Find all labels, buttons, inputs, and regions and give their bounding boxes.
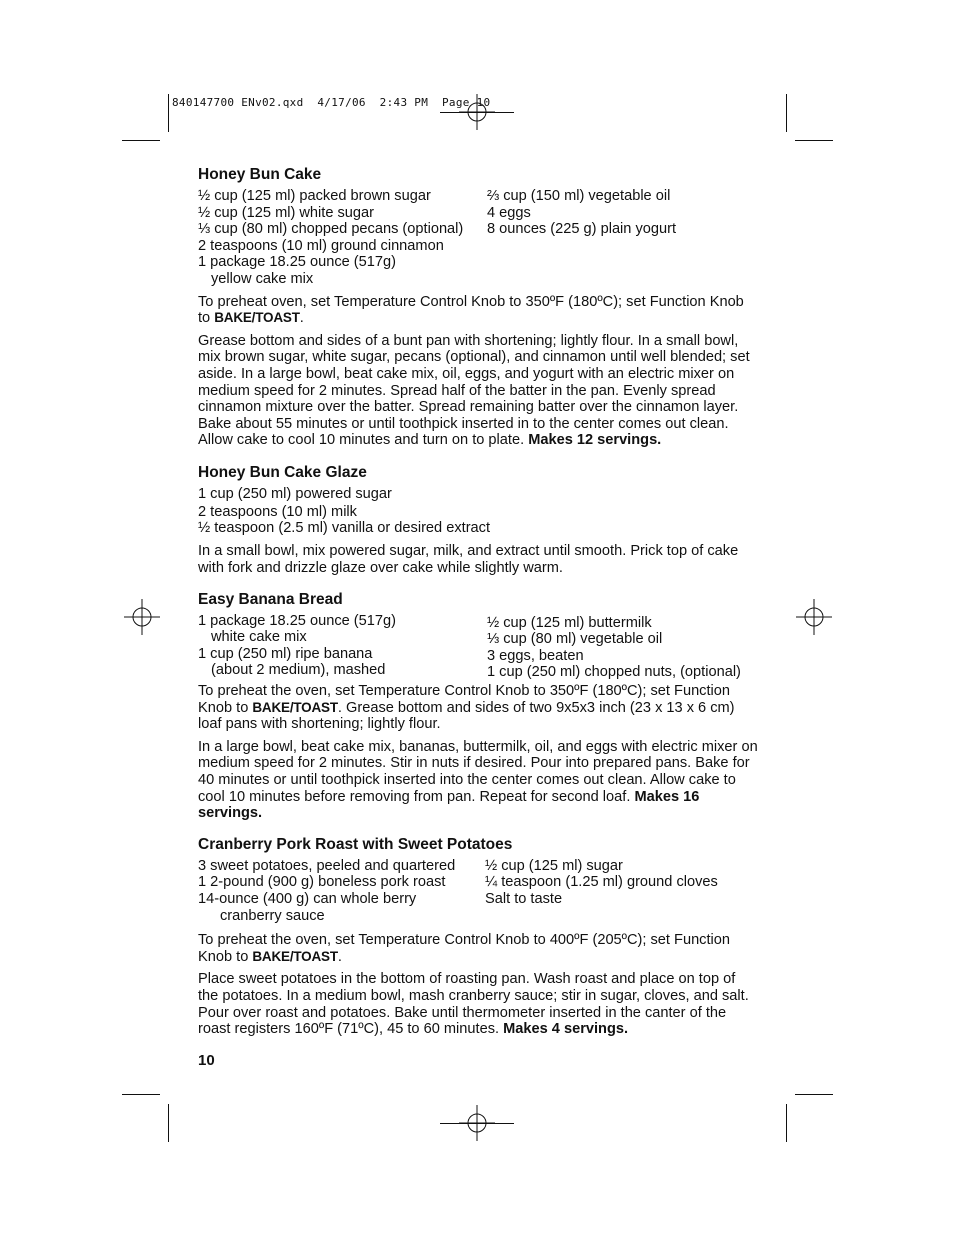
preheat-instructions [198, 932, 758, 965]
directions-text: In a large bowl, beat cake mix, bananas, buttermilk, oil, and eggs with electric mixer on medium speed for 2 minutes. Stir in nuts if desired. Pour into prepared pans. Bake for 40 minutes or until toothpick inserted into the center comes out clean. Allow cake to cool 10 minutes before removing from pan. Repeat for second loaf. [198, 738, 758, 805]
ingredient: Salt to taste [485, 891, 563, 907]
ingredient: 4 eggs [487, 204, 531, 221]
recipe-page-content [198, 166, 758, 1038]
ingredients-right [487, 188, 758, 288]
ingredient: ⅓ cup (80 ml) chopped pecans (optional) [198, 221, 464, 238]
crop-mark-top-right-v [786, 94, 787, 132]
ingredient: 1 2-pound (900 g) boneless pork roast [198, 874, 446, 891]
servings: Makes 16 servings. [198, 788, 700, 822]
recipe-title: Cranberry Pork Roast with Sweet Potatoes [198, 835, 513, 853]
preheat-instructions [198, 683, 758, 733]
ingredient-continued: cranberry sauce [220, 907, 325, 924]
preheat-text-end: . Grease bottom and sides of two 9x5x3 inch (23 x 13 x 6 cm) loaf pans with shortening; lightly flour. [198, 699, 735, 733]
preheat-text: To preheat the oven, set Temperature Control Knob to 350ºF (180ºC); set Function Knob to [198, 683, 731, 716]
ingredient: ½ teaspoon (2.5 ml) vanilla or desired extract [198, 520, 491, 537]
crop-mark-top-right-h [795, 140, 833, 141]
ingredient: ½ cup (125 ml) packed brown sugar [198, 188, 431, 204]
print-slug: 840147700 ENv02.qxd 4/17/06 2:43 PM Page 10 [172, 96, 491, 109]
crop-mark-bottom-right-h [795, 1094, 833, 1095]
preheat-instructions [198, 294, 758, 327]
registration-mark-left-icon [124, 599, 160, 635]
ingredient: ⅓ cup (80 ml) vegetable oil [487, 631, 663, 648]
directions [198, 333, 758, 449]
function-knob-setting: BAKE/TOAST [214, 310, 300, 326]
registration-mark-right-icon [796, 599, 832, 635]
ingredients-left [198, 188, 487, 288]
ingredient: 8 ounces (225 g) plain yogurt [487, 221, 677, 238]
ingredient: 3 sweet potatoes, peeled and quartered [198, 857, 456, 874]
directions [198, 971, 758, 1037]
crop-mark-bottom-left-v [168, 1104, 169, 1142]
ingredients-left [198, 858, 485, 924]
preheat-text: To preheat the oven, set Temperature Control Knob to 400ºF (205ºC); set Function Knob to [198, 932, 731, 965]
registration-rule-top [440, 112, 514, 113]
ingredient-continued: yellow cake mix [211, 270, 314, 287]
crop-mark-bottom-left-h [122, 1094, 160, 1095]
crop-mark-top-left-v [168, 94, 169, 132]
servings: Makes 4 servings. [503, 1021, 629, 1038]
registration-rule-bottom [440, 1123, 514, 1124]
ingredient-continued: (about 2 medium), mashed [211, 662, 386, 679]
recipe-honey-bun-cake-glaze [198, 464, 758, 578]
recipe-honey-bun-cake [198, 166, 758, 449]
crop-mark-bottom-right-v [786, 1104, 787, 1142]
ingredient-columns [198, 188, 758, 288]
page-number: 10 [198, 1052, 215, 1069]
preheat-text: To preheat oven, set Temperature Control Knob to 350ºF (180ºC); set Function Knob to [198, 293, 744, 327]
ingredient: 1 cup (250 ml) powered sugar [198, 485, 392, 502]
ingredient: 2 teaspoons (10 ml) ground cinnamon [198, 237, 444, 254]
ingredients-right [487, 613, 758, 681]
directions-text: Grease bottom and sides of a bunt pan with shortening; lightly flour. In a small bowl, mix brown sugar, white sugar, pecans (optional), and cinnamon until well blended; set aside. In a large bowl, beat cake mix, oil, eggs, and yogurt with an electric mixer on medium speed for 2 minutes. Spread half of the batter in the pan. Evenly spread cinnamon mixture over the batter. Spread remaining batter over the cinnamon layer. Bake about 55 minutes or until toothpick inserted in to the center comes out clean. Allow cake to cool 10 minutes and turn on to plate. [198, 332, 750, 449]
recipe-title: Easy Banana Bread [198, 590, 343, 608]
ingredients-right [485, 858, 758, 924]
ingredient: 3 eggs, beaten [487, 647, 584, 664]
recipe-cranberry-pork-roast [198, 836, 758, 1038]
ingredient: 14-ounce (400 g) can whole berry [198, 891, 417, 907]
directions-text: Place sweet potatoes in the bottom of roasting pan. Wash roast and place on top of the potatoes. In a medium bowl, mash cranberry sauce; stir in sugar, cloves, and salt. Pour over roast and potatoes. Bake until thermometer inserted in the canter of the roast registers 160ºF (71ºC), 45 to 60 minutes. [198, 971, 749, 1038]
function-knob-setting: BAKE/TOAST [252, 948, 338, 964]
ingredients-left [198, 613, 487, 681]
recipe-easy-banana-bread [198, 591, 758, 822]
ingredient: ½ cup (125 ml) sugar [485, 857, 623, 874]
crop-mark-top-left-h [122, 140, 160, 141]
ingredient: 1 cup (250 ml) chopped nuts, (optional) [487, 664, 741, 681]
servings: Makes 12 servings. [528, 432, 662, 449]
ingredient: 2 teaspoons (10 ml) milk [198, 503, 357, 520]
ingredient: 1 package 18.25 ounce (517g) [198, 612, 396, 629]
directions: In a small bowl, mix powered sugar, milk, and extract until smooth. Prick top of cake with fork and drizzle glaze over cake while slightly warm. [198, 542, 739, 577]
ingredient-continued: white cake mix [211, 629, 307, 646]
preheat-text-end: . [337, 948, 342, 965]
preheat-text-end: . [299, 310, 304, 327]
ingredient: ½ cup (125 ml) white sugar [198, 204, 375, 221]
recipe-title: Honey Bun Cake [198, 166, 322, 183]
ingredient-columns [198, 613, 758, 681]
ingredient-columns [198, 858, 758, 924]
ingredient: ¼ teaspoon (1.25 ml) ground cloves [485, 874, 718, 891]
ingredient: 1 cup (250 ml) ripe banana [198, 645, 373, 662]
ingredient: ½ cup (125 ml) buttermilk [487, 614, 652, 631]
function-knob-setting: BAKE/TOAST [252, 699, 338, 715]
recipe-title: Honey Bun Cake Glaze [198, 463, 367, 481]
ingredient: ⅔ cup (150 ml) vegetable oil [487, 188, 671, 204]
ingredient: 1 package 18.25 ounce (517g) [198, 254, 396, 271]
directions [198, 739, 758, 822]
